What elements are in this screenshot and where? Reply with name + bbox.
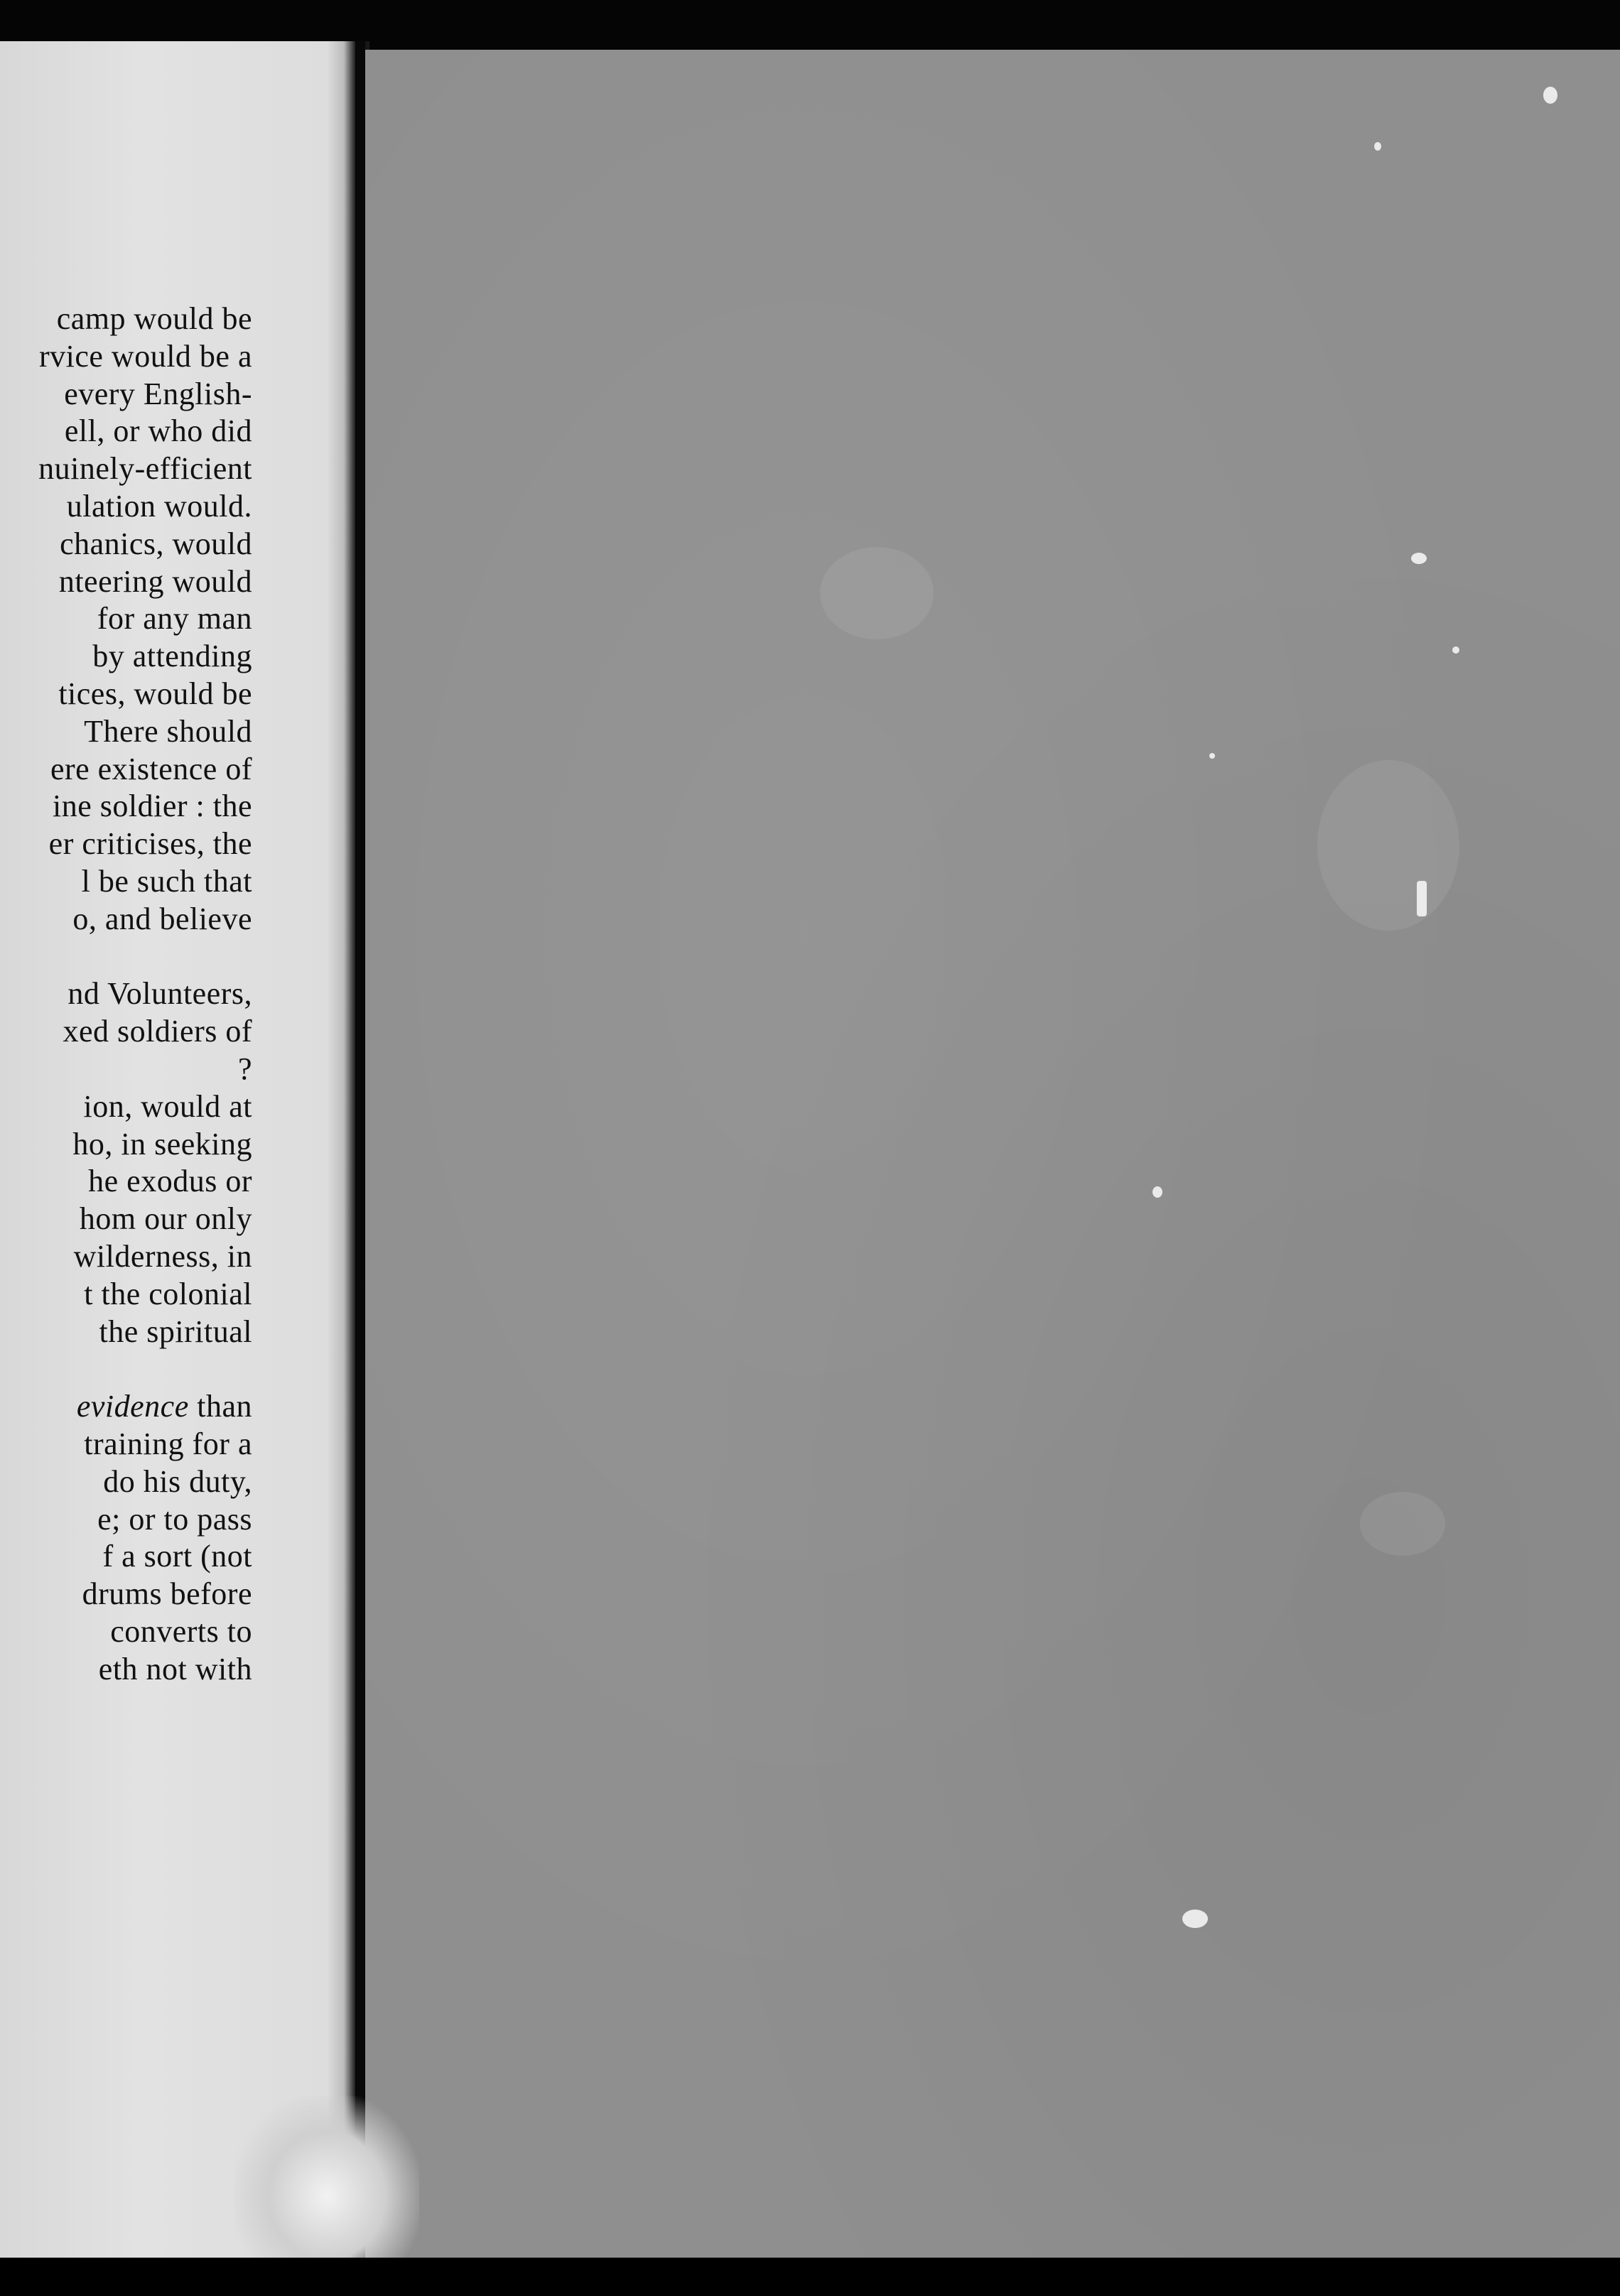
text-line: every English- (64, 376, 252, 411)
paper-stain (1317, 760, 1459, 931)
paper-speck (1152, 1186, 1162, 1198)
scan-bottom-edge (0, 2258, 1620, 2296)
text-line: o, and believe (72, 901, 252, 936)
text-line: ell, or who did (64, 413, 252, 449)
text-line: eth not with (98, 1651, 252, 1686)
text-line: do his duty, (103, 1463, 252, 1499)
paper-stain (820, 547, 934, 639)
text-line: tices, would be (58, 676, 252, 711)
paper-speck (1411, 553, 1427, 564)
text-line: There should (84, 713, 252, 749)
text-line: f a sort (not (102, 1539, 252, 1574)
paper-speck (1543, 87, 1557, 104)
text-line: nd Volunteers, (68, 976, 252, 1012)
text-line: ? (237, 1051, 252, 1086)
text-line: camp would be (56, 301, 252, 336)
text-line: nuinely-efficient (38, 451, 252, 487)
text-line: l be such that (81, 863, 252, 899)
text-line: ere existence of (50, 751, 252, 786)
book-spine-line (355, 41, 365, 2258)
paragraph-gap (0, 938, 252, 976)
text-line: for any man (97, 601, 252, 637)
text-line: er criticises, the (48, 826, 252, 862)
text-line: training for a (84, 1426, 252, 1461)
paper-speck (1452, 646, 1459, 654)
text-line: drums before (82, 1576, 252, 1612)
text-line: the spiritual (99, 1314, 252, 1349)
text-line-italic (0, 1388, 252, 1426)
text-line: by attending (92, 639, 252, 674)
text-line: rvice would be a (39, 338, 252, 374)
paragraph-gap (0, 1350, 252, 1388)
text-line: e; or to pass (97, 1501, 252, 1537)
text-line: ion, would at (83, 1088, 252, 1124)
text-line: wilderness, in (73, 1238, 252, 1274)
text-line: nteering would (58, 563, 252, 599)
text-line: ho, in seeking (72, 1126, 252, 1161)
text-fragment: than (188, 1389, 252, 1424)
left-page-text (0, 300, 252, 1688)
paper-stain (1360, 1492, 1445, 1556)
left-page (0, 41, 359, 2258)
text-line: t the colonial (84, 1276, 252, 1311)
text-line: converts to (110, 1613, 252, 1649)
text-line: ine soldier : the (53, 789, 252, 824)
text-line: chanics, would (60, 526, 252, 561)
text-line: ulation would. (66, 488, 252, 524)
text-line: he exodus or (88, 1164, 252, 1199)
paper-speck (1374, 142, 1381, 151)
text-line: hom our only (79, 1201, 252, 1237)
text-line: xed soldiers of (63, 1014, 252, 1049)
paper-speck (1209, 753, 1215, 759)
paper-speck (1182, 1910, 1208, 1928)
right-page-blank (365, 50, 1620, 2259)
italic-word: evidence (76, 1389, 189, 1424)
